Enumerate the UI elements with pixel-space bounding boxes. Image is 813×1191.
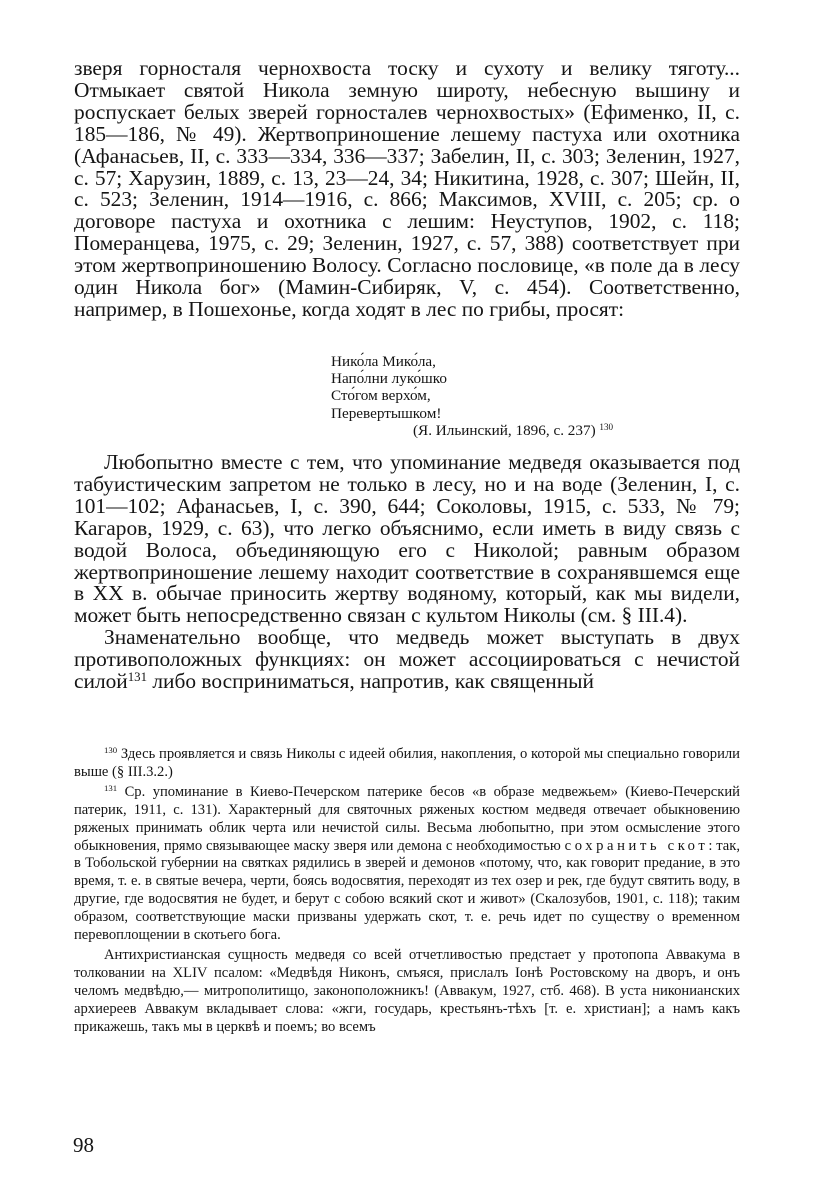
paragraph-1: зверя горносталя чернохвоста тоску и сухоту и велику тяготу... Отмыкает святой Никола земную широту, небесную вышину и роспускает белых зверей горносталев чернохвостых» (Ефименко, II, с. 185—186, № 49). Жертвоприношение лешему пастуха или охотника (Афанасьев, II, с. 333—334, 336—337; Забелин, II, с. 303; Зеленин, 1927, с. 57; Харузин, 1889, с. 13, 23—24, 34; Никитина, 1928, с. 307; Шейн, II, с. 523; Зеленин, 1914—1916, с. 866; Максимов, XVIII, с. 205; ср. о договоре пастуха и охотника с лешим: Неуступов, 1902, с. 118; Померанцева, 1975, с. 29; Зеленин, 1927, с. 57, 388) соответствует при этом жертвоприношению Волосу. Согласно пословице, «в поле да в лесу один Никола бог» (Мамин-Сибиряк, V, с. 454). Соответственно, например, в Пошехонье, когда ходят в лес по грибы, просят: <box>74 56 740 321</box>
footnote-text-end: : так, в Тобольской губернии на святках рядились в зверей и демонов «потому, что, как говорит предание, в это время, т. е. в святые вечера, черти, боясь водосвятия, переходят из тех озер и рек, где будут святить воду, в другие, где водосвятия не будет, и берут с собою всякий скот и живот» (Скалозубов, 1901, с. 118); таким образом, соответствующие маски призваны удержать скот, т. е. речь идет по существу о временном перевоплощении в скотьего бога. <box>74 837 740 944</box>
paragraph-3-text-end: либо восприниматься, напротив, как священный <box>147 669 594 694</box>
paragraph-3-text: Знаменательно вообще, что медведь может выступать в двух противоположных функциях: он может ассоциироваться с нечистой силой <box>74 625 740 694</box>
verse-line: Напо́лни луко́шко <box>331 370 447 388</box>
footnote-130 <box>74 746 740 782</box>
verse-line: Нико́ла Мико́ла, <box>331 353 436 370</box>
paragraph-3 <box>74 627 740 693</box>
page-number: 98 <box>73 1133 94 1157</box>
verse-line: Сто́гом верхо́м, <box>331 387 431 405</box>
footnote-ref-131: 131 <box>127 670 148 685</box>
footnote-text: Ср. упоминание в Киево-Печерском патерике бесов «в образе медвежьем» (Киево-Печерский патерик, 1911, с. 131). Характерный для святочных ряженых костюм медведя отвечает обыкновению ряженых принимать облик черта или нечистой силы. Весьма любопытно, при этом осмысление этого обыкновения, прямо связывающее маску зверя или демона с необходимостью <box>74 783 740 854</box>
paragraph-2: Любопытно вместе с тем, что упоминание медведя оказывается под табуистическим запретом не только в лесу, но и на воде (Зеленин, I, с. 101—102; Афанасьев, I, с. 390, 644; Соколовы, 1915, с. 533, № 79; Кагаров, 1929, с. 63), что легко объяснимо, если иметь в виду связь с водой Волоса, объединяющую его с Николой; равным образом жертвоприношение лешему находит соответствие в сохранявшемся еще в XX в. обычае приносить жертву водяному, который, как мы видели, может быть непосредственно связан с культом Николы (см. § III.4). <box>74 450 740 628</box>
footnote-131-continuation: Антихристианская сущность медведя со всей отчетливостью предстает у протопопа Аввакума в толковании на XLIV псалом: «Медвѣдя Никонъ, смъяся, прислалъ Іонѣ Ростовскому на дворъ, и онъ челомъ медвѣдю,— митрополитищо, законоположникъ! (Аввакум, 1927, стб. 468). В уста никонианских архиереев Аввакум вкладывает слова: «жги, государь, крестьянъ-тѣхъ [т. е. христиан]; а намъ какъ прикажешь, такъ мы в церквѣ и поемъ; во всемъ <box>74 946 740 1035</box>
citation-text: (Я. Ильинский, 1896, с. 237) <box>413 421 596 439</box>
main-text-top <box>74 58 740 321</box>
footnote-number: 130 <box>104 745 118 756</box>
footnote-number: 131 <box>104 783 118 793</box>
verse-block <box>331 353 751 439</box>
footnote-text: Здесь проявляется и связь Николы с идеей обилия, накопления, о которой мы специально говорили выше (§ III.3.2.) <box>74 746 740 780</box>
main-text-bottom <box>74 452 740 693</box>
footnote-ref-130: 130 <box>599 421 614 432</box>
verse-citation <box>331 422 751 439</box>
emphasized-phrase: сохранить скот <box>564 837 709 854</box>
verse-line: Перевертышком! <box>331 404 442 422</box>
footnotes <box>74 746 740 1037</box>
footnote-131 <box>74 784 740 945</box>
